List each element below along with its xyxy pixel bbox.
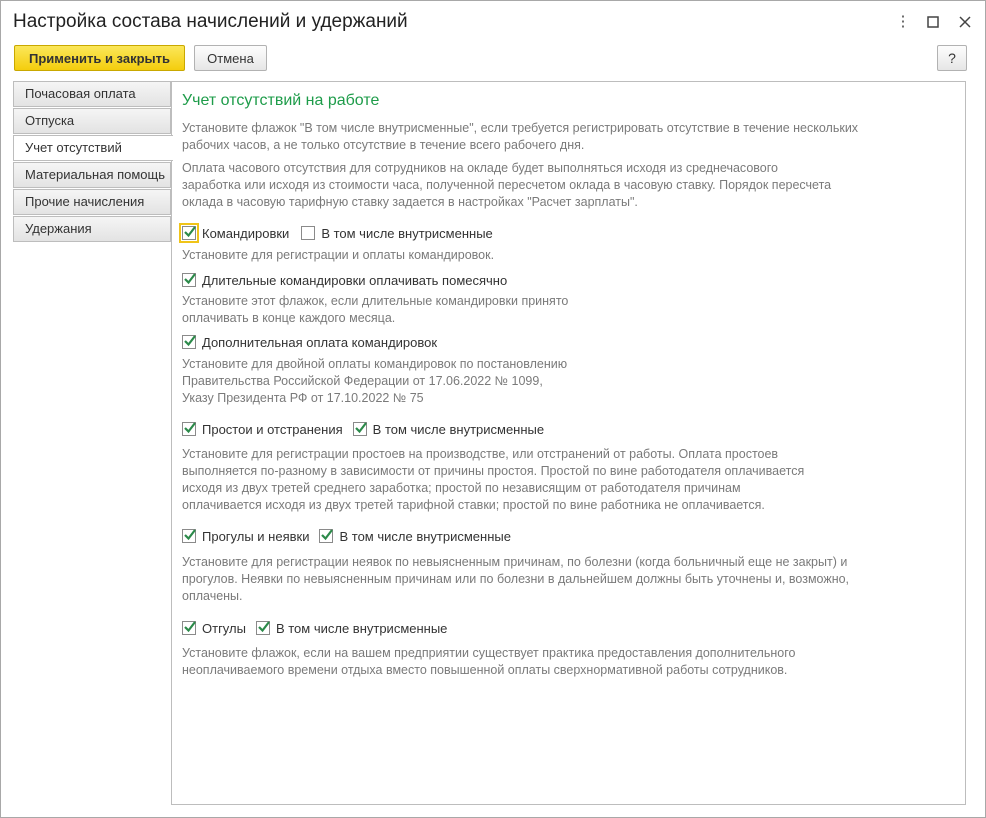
sidebar-item-material-aid[interactable]: Материальная помощь bbox=[13, 162, 171, 188]
hint-line: Правительства Российской Федерации от 17.06.2022 № 1099, bbox=[182, 374, 543, 388]
business-trips-intrashift-label[interactable]: В том числе внутрисменные bbox=[321, 225, 493, 241]
content-panel bbox=[171, 81, 966, 805]
long-trips-checkbox[interactable] bbox=[182, 273, 196, 287]
hint-line: оплачены. bbox=[182, 589, 243, 603]
absences-intrashift-checkbox[interactable] bbox=[319, 529, 333, 543]
hint-line: оплачивается исходя из двух третей тарифной ставки; простой по вине работника не оплачивается. bbox=[182, 498, 765, 512]
hint-line: Установите для двойной оплаты командировок по постановлению bbox=[182, 357, 568, 371]
sidebar-item-vacations[interactable]: Отпуска bbox=[13, 108, 171, 134]
hint-line: Установите этот флажок, если длительные командировки принято bbox=[182, 294, 569, 308]
hint-line: оплачивать в конце каждого месяца. bbox=[182, 311, 396, 325]
downtime-row bbox=[182, 419, 544, 439]
absences-label[interactable]: Прогулы и неявки bbox=[202, 528, 310, 544]
maximize-icon[interactable] bbox=[923, 12, 943, 32]
hint-line: прогулов. Неявки по невыясненным причинам или по болезни в дальнейшем должны быть уточнены и, возможно, bbox=[182, 572, 850, 586]
hint-line: рабочих часов, а не только отсутствие в течение всего рабочего дня. bbox=[182, 138, 585, 152]
absences-intrashift-label[interactable]: В том числе внутрисменные bbox=[339, 528, 511, 544]
close-icon[interactable] bbox=[955, 12, 975, 32]
time-off-row bbox=[182, 618, 447, 638]
hint-line: Установите для регистрации неявок по невыясненным причинам, по болезни (когда больничный еще не закрыт) и bbox=[182, 555, 848, 569]
absences-hint bbox=[182, 554, 849, 605]
long-trips-label[interactable]: Длительные командировки оплачивать помесячно bbox=[202, 272, 508, 288]
time-off-hint bbox=[182, 645, 795, 679]
extra-pay-checkbox[interactable] bbox=[182, 335, 196, 349]
business-trips-hint bbox=[182, 247, 494, 264]
business-trips-intrashift-checkbox[interactable] bbox=[301, 226, 315, 240]
extra-pay-row bbox=[182, 332, 447, 352]
window-title: Настройка состава начислений и удержаний bbox=[13, 11, 408, 32]
sidebar-item-hourly-pay[interactable]: Почасовая оплата bbox=[13, 81, 171, 107]
absences-row bbox=[182, 526, 511, 546]
downtime-checkbox[interactable] bbox=[182, 422, 196, 436]
sidebar-item-absences[interactable]: Учет отсутствий bbox=[13, 135, 173, 161]
time-off-label[interactable]: Отгулы bbox=[202, 620, 246, 636]
hint-line: Установите для регистрации и оплаты командировок. bbox=[182, 248, 495, 262]
time-off-checkbox[interactable] bbox=[182, 621, 196, 635]
hint-line: выполняется по-разному в зависимости от причины простоя. Простой по вине работодателя оплачивается bbox=[182, 464, 805, 478]
hint-line: Оплата часового отсутствия для сотрудников на окладе будет выполняться исходя из среднечасового bbox=[182, 161, 778, 175]
sidebar-item-deductions[interactable]: Удержания bbox=[13, 216, 171, 242]
page-title: Учет отсутствий на работе bbox=[182, 92, 380, 109]
extra-pay-hint bbox=[182, 356, 567, 407]
downtime-label[interactable]: Простои и отстранения bbox=[202, 421, 343, 437]
hint-line: Установите флажок "В том числе внутрисменные", если требуется регистрировать отсутствие в течение нескольких bbox=[182, 121, 859, 135]
extra-pay-label[interactable]: Дополнительная оплата командировок bbox=[202, 334, 438, 350]
hint-line: Установите для регистрации простоев на производстве, или отстранений от работы. Оплата простоев bbox=[182, 447, 779, 461]
downtime-hint bbox=[182, 446, 804, 514]
long-trips-hint bbox=[182, 293, 568, 327]
cancel-button[interactable]: Отмена bbox=[194, 45, 267, 71]
hint-line: Указу Президента РФ от 17.10.2022 № 75 bbox=[182, 391, 424, 405]
more-icon[interactable]: ⋮ bbox=[895, 13, 911, 30]
hint-line: Установите флажок, если на вашем предприятии существует практика предоставления дополнительного bbox=[182, 646, 796, 660]
hint-line: неоплачиваемого времени отдыха вместо повышенной оплаты сверхнормативной работы сотрудников. bbox=[182, 663, 788, 677]
business-trips-checkbox[interactable] bbox=[182, 226, 196, 240]
time-off-intrashift-label[interactable]: В том числе внутрисменные bbox=[275, 620, 448, 636]
long-trips-row bbox=[182, 270, 517, 290]
title-bar bbox=[1, 1, 985, 43]
hint-line: заработка или исходя из стоимости часа, полученной пересчетом оклада в часовую ставку. Порядок пересчета bbox=[182, 178, 832, 192]
sidebar-item-other-accruals[interactable]: Прочие начисления bbox=[13, 189, 171, 215]
downtime-intrashift-label[interactable]: В том числе внутрисменные bbox=[372, 421, 545, 437]
hint-line: исходя из двух третей среднего заработка; простой по независящим от работодателя причинам bbox=[182, 481, 741, 495]
absences-checkbox[interactable] bbox=[182, 529, 196, 543]
hint-line: оклада в часовую тарифную ставку задается в настройках "Расчет зарплаты". bbox=[182, 195, 638, 209]
toolbar bbox=[1, 45, 985, 73]
downtime-intrashift-checkbox[interactable] bbox=[353, 422, 367, 436]
business-trips-label[interactable]: Командировки bbox=[202, 225, 290, 241]
apply-and-close-button[interactable]: Применить и закрыть bbox=[14, 45, 185, 71]
time-off-intrashift-checkbox[interactable] bbox=[256, 621, 270, 635]
intro-hint-2 bbox=[182, 160, 831, 211]
help-button[interactable]: ? bbox=[937, 45, 967, 71]
business-trips-row bbox=[182, 223, 493, 243]
intro-hint-1 bbox=[182, 120, 858, 154]
